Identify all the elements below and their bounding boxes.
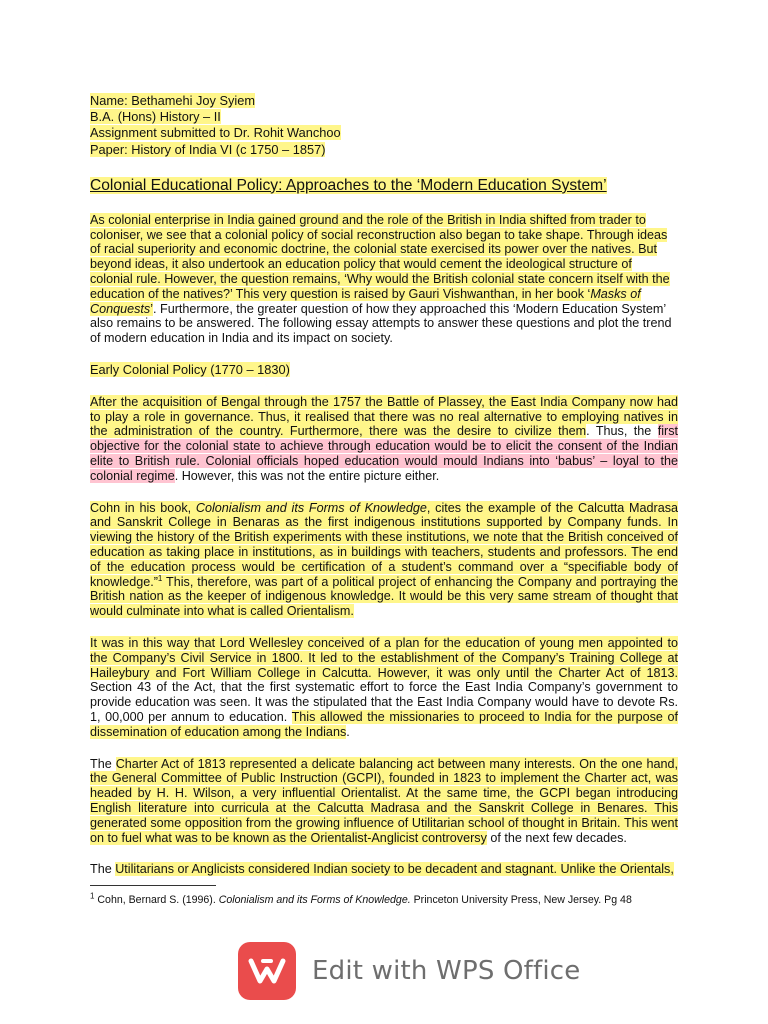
pink-highlight: first objective for the colonial state to achieve through education would be to elicit the consent of the Indian elite to British rule. Colonial officials hoped education would mould Indians into ‘babus’ – loyal to the colonial regime xyxy=(90,424,679,483)
section-heading: Early Colonial Policy (1770 – 1830) xyxy=(90,361,290,377)
author-name: Name: Bethamehi Joy Syiem xyxy=(90,93,256,108)
paragraph-utilitarians: The Utilitarians or Anglicists considered Indian society to be decadent and stagnant. Unlike the Orientals, xyxy=(90,862,674,877)
paper-line: Paper: History of India VI (c 1750 – 1857) xyxy=(90,141,326,157)
cohn-highlight: Cohn in his book, Colonialism and its Forms of Knowledge, cites the example of the Calcutta Madrasa and Sanskrit College in Benaras as the first indigenous institutions supported by Company funds. In viewing the history of the British experiments with these institutions, we note that the British conceived of education as taking place in institutions, as in buildings with teachers, students and professors. The end of the education process would be certification of a student’s command over a “specifiable body of knowledge.”$^1$ This, therefore, was part of a political project of enhancing the Company and portraying the British nation as the keeper of indigenous knowledge. It would be this very same stream of thought that would culminate into what is called Orientalism. xyxy=(90,500,678,619)
paragraph-cohn xyxy=(90,501,678,619)
intro-paragraph: As colonial enterprise in India gained ground and the role of the British in India shifted from trader to coloniser, we see that a colonial policy of social reconstruction also began to take shape. Through ideas of racial superiority and economic doctrine, the colonial state exercised its power over the natives. But beyond ideas, it also undertook an education policy that would cement the ideological structure of colonial rule. However, the question remains, ‘Why would the British colonial state concern itself with the education of the natives?’ This very question is raised by Gauri Vishwanthan, in her book ‘Masks of Conquests’. Furthermore, the greater question of how they approached this ‘Modern Education System’ also remains to be answered. The following essay attempts to answer these questions and plot the trend of modern education in India and its impact on society. xyxy=(90,212,672,346)
intro-highlight: As colonial enterprise in India gained ground and the role of the British in India shifted from trader to coloniser, we see that a colonial policy of social reconstruction also began to take shape. Through ideas of racial superiority and economic doctrine, the colonial state exercised its power over the natives. But beyond ideas, it also undertook an education policy that would cement the ideological structure of colonial rule. However, the question remains, ‘Why would the British colonial state concern itself with the education of the natives?’ This very question is raised by Gauri Vishwanthan, in her book ‘Masks of Conquests’ xyxy=(90,212,670,316)
paragraph-charter-act: The Charter Act of 1813 represented a delicate balancing act between many interests. On the one hand, the General Committee of Public Instruction (GCPI), founded in 1823 to implement the Charter act, was headed by H. H. Wilson, a very influential Orientalist. At the same time, the GCPI began introducing English literature into curricula at the Calcutta Madrasa and the Sanskrit College in Benares. This generated some opposition from the growing influence of Utilitarian school of thought in Britain. This went on to fuel what was to be known as the Orientalist-Anglicist controversy of the next few decades. xyxy=(90,756,678,845)
wps-label[interactable]: Edit with WPS Office xyxy=(312,956,581,986)
edit-with-wps-banner[interactable] xyxy=(238,942,580,1000)
wps-logo-icon[interactable] xyxy=(238,942,296,1000)
paragraph-plassey: After the acquisition of Bengal through the 1757 the Battle of Plassey, the East India Company now had to play a role in governance. Thus, it realised that there was no real alternative to employing natives in the administration of the country. Furthermore, there was the desire to civilize them. Thus, the first objective for the colonial state to achieve through education would be to elicit the consent of the Indian elite to British rule. Colonial officials hoped education would mould Indians into ‘babus’ – loyal to the colonial regime. However, this was not the entire picture either. xyxy=(90,394,679,483)
document-body xyxy=(90,93,678,877)
footnote: $^1$ Cohn, Bernard S. (1996). Colonialism and its Forms of Knowledge. Princeton University Press, New Jersey. Pg 48 xyxy=(90,891,632,906)
submission-line: Assignment submitted to Dr. Rohit Wanchoo xyxy=(90,125,341,141)
footnote-separator xyxy=(90,885,216,886)
footnote-mark: 1 xyxy=(90,891,95,901)
footnote-ref[interactable]: 1 xyxy=(157,573,163,583)
course-line: B.A. (Hons) History – II xyxy=(90,109,221,125)
paragraph-wellesley: It was in this way that Lord Wellesley conceived of a plan for the education of young men appointed to the Company’s Civil Service in 1800. It led to the establishment of the Company’s Training College at Haileybury and Fort William College in Calcutta. However, it was only until the Charter Act of 1813. Section 43 of the Act, that the first systematic effort to force the East India Company’s government to provide education was seen. It was the stipulated that the East India Company would have to devote Rs. 1, 00,000 per annum to education. This allowed the missionaries to proceed to India for the purpose of dissemination of education among the Indians. xyxy=(90,635,678,739)
essay-title: Colonial Educational Policy: Approaches to the ‘Modern Education System’ xyxy=(90,176,607,194)
